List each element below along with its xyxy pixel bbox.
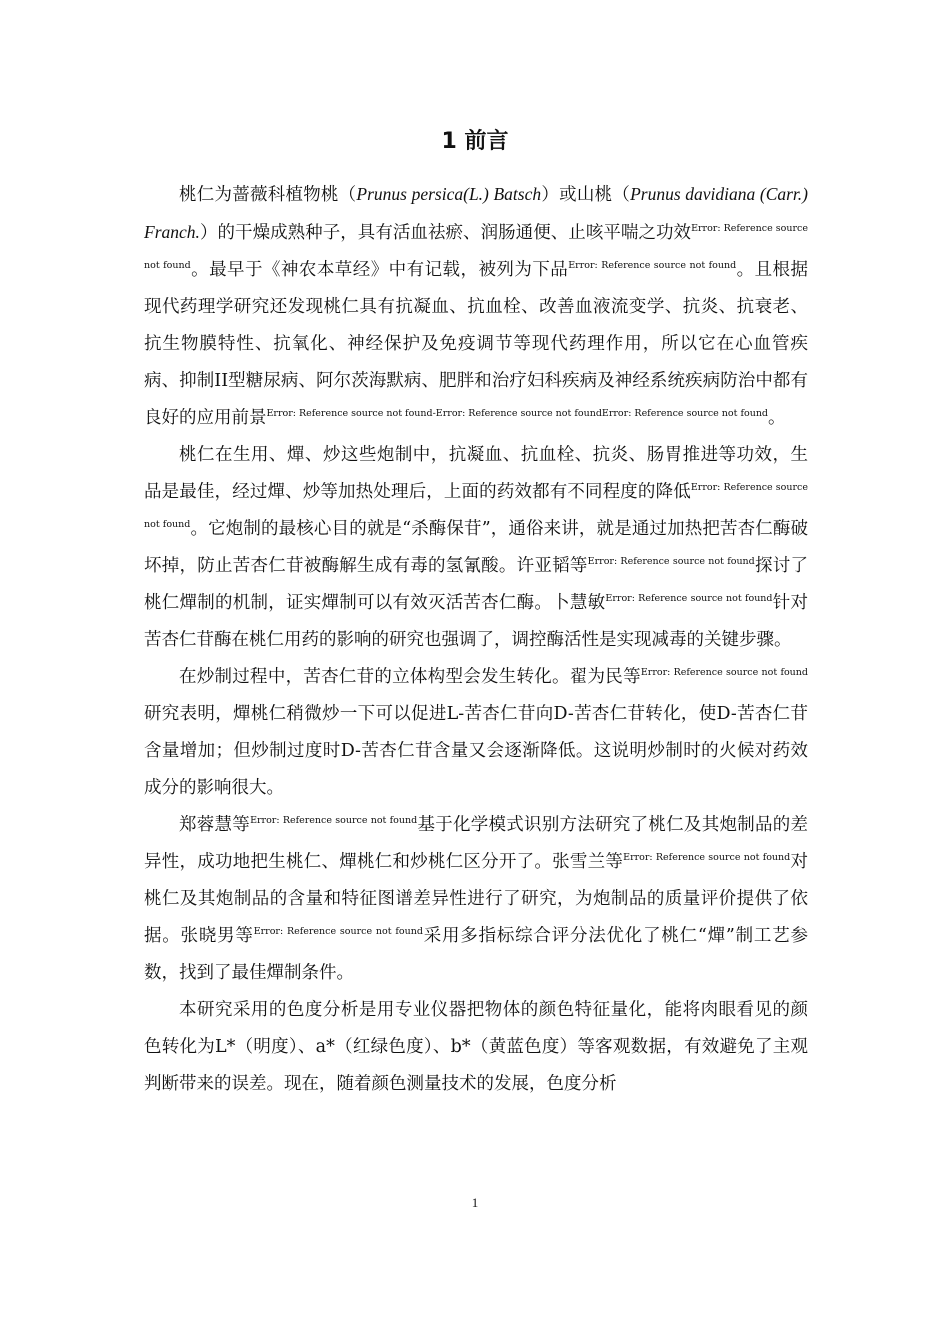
- reference-error: Error: Reference source not found: [568, 260, 737, 271]
- reference-error: Error: Reference source not found: [605, 593, 773, 604]
- reference-error: Error: Reference source not found-Error: Reference source not foundError: Reference source not found: [266, 408, 769, 419]
- latin-name: Prunus persica(L.) Batsch: [356, 184, 542, 204]
- reference-error: Error: Reference source not found: [250, 815, 418, 826]
- paragraph-3: 在炒制过程中，苦杏仁苷的立体构型会发生转化。翟为民等$^{Error: Reference source not found}$研究表明，燀桃仁稍微炒一下可以促进L-苦杏仁苷向D-苦杏仁苷转化，使D-苦杏仁苷含量增加；但炒制过度时D-苦杏仁苷含量又会逐渐降低。这说明炒制时的火候对药效成分的影响很大。: [144, 667, 808, 798]
- page-number: 1: [471, 1195, 479, 1210]
- body-text: [144, 176, 808, 1103]
- section-title: 1 前言: [441, 129, 509, 154]
- reference-error: Error: Reference source not found: [144, 482, 808, 530]
- paragraph-5: 本研究采用的色度分析是用专业仪器把物体的颜色特征量化，能将肉眼看见的颜色转化为L*（明度）、a*（红绿色度）、b*（黄蓝色度）等客观数据，有效避免了主观判断带来的误差。现在，随着颜色测量技术的发展，色度分析: [144, 1000, 808, 1094]
- paragraph-4: 郑蓉慧等$^{Error: Reference source not found}$基于化学模式识别方法研究了桃仁及其炮制品的差异性，成功地把生桃仁、燀桃仁和炒桃仁区分开了。张雪兰等$^{Error: Reference source not found}$对桃仁及其炮制品的含量和特征图谱差异性进行了研究，为炮制品的质量评价提供了依据。张晓男等$^{Error: Reference source not found}$采用多指标综合评分法优化了桃仁“燀”制工艺参数，找到了最佳燀制条件。: [144, 815, 809, 983]
- reference-error: Error: Reference source not found: [144, 223, 808, 271]
- reference-error: Error: Reference source not found: [253, 926, 423, 937]
- reference-error: Error: Reference source not found: [623, 852, 791, 863]
- paragraph-2: 桃仁在生用、燀、炒这些炮制中，抗凝血、抗血栓、抗炎、肠胃推进等功效，生品是最佳，经过燀、炒等加热处理后，上面的药效都有不同程度的降低$^{Error: Reference source not found}$。它炮制的最核心目的就是“杀酶保苷”，通俗来讲，就是通过加热把苦杏仁酶破坏掉，防止苦杏仁苷被酶解生成有毒的氢氰酸。许亚韬等$^{Error: Reference source not found}$探讨了桃仁燀制的机制，证实燀制可以有效灭活苦杏仁酶。卜慧敏$^{Error: Reference source not found}$针对苦杏仁苷酶在桃仁用药的影响的研究也强调了，调控酶活性是实现减毒的关键步骤。: [144, 445, 809, 650]
- reference-error: Error: Reference source not found: [587, 556, 755, 567]
- latin-name: Prunus davidiana (Carr.) Franch.: [144, 184, 808, 242]
- reference-error: Error: Reference source not found: [640, 667, 808, 678]
- paragraph-1: 桃仁为蔷薇科植物桃（Prunus persica(L.) Batsch）或山桃（Prunus davidiana (Carr.) Franch.）的干燥成熟种子，具有活血祛瘀、润肠通便、止咳平喘之功效$^{Error: Reference source not found}$。最早于《神农本草经》中有记载，被列为下品$^{Error: Reference source not found}$。且根据现代药理学研究还发现桃仁具有抗凝血、抗血栓、改善血液流变学、抗炎、抗衰老、抗生物膜特性、抗氧化、神经保护及免疫调节等现代药理作用，所以它在心血管疾病、抑制II型糖尿病、阿尔茨海默病、肥胖和治疗妇科疾病及神经系统疾病防治中都有良好的应用前景$^{Error: Reference source not found-Error: Reference source not foundError: Reference source not found}$。: [144, 184, 808, 428]
